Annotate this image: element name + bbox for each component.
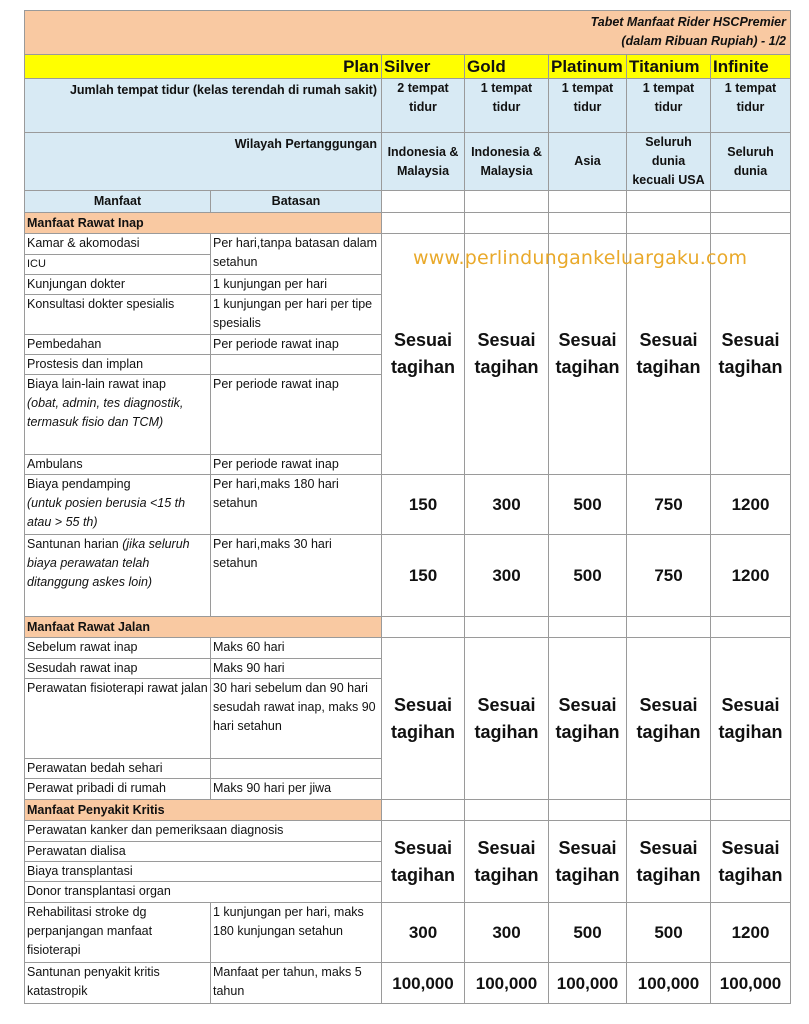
value-cell: 100,000	[627, 963, 711, 1004]
watermark-url: www.perlindungankeluargaku.com	[413, 247, 748, 269]
benefit-label: Biaya lain-lain rawat inap	[27, 377, 166, 391]
coverage-gold: Indonesia & Malaysia	[465, 133, 549, 191]
value-cell: 150	[382, 475, 465, 535]
plan-platinum: Platinum	[549, 55, 627, 79]
beds-silver: 2 tempat tidur	[382, 79, 465, 133]
benefit-label: Konsultasi dokter spesialis	[27, 297, 175, 311]
benefit-note: (jika seluruh biaya perawatan telah ditanggung askes loin)	[27, 537, 190, 589]
sesuai-cell-outpatient-infinite: Sesuai tagihan	[711, 638, 791, 800]
plan-gold: Gold	[465, 55, 549, 79]
limit-cell: Per hari,maks 30 hari setahun	[211, 535, 382, 617]
benefit-cell	[25, 963, 211, 1004]
benefit-cell	[25, 535, 211, 617]
benefit-label: Donor transplantasi organ	[27, 884, 171, 898]
table-title	[25, 11, 791, 55]
benefit-cell	[25, 659, 211, 679]
sesuai-cell-outpatient-gold: Sesuai tagihan	[465, 638, 549, 800]
benefit-label: Santunan harian	[27, 537, 119, 551]
limit-cell: Per periode rawat inap	[211, 375, 382, 455]
benefit-cell	[25, 234, 211, 255]
value-cell: 500	[549, 903, 627, 963]
benefit-cell	[25, 882, 382, 903]
limit-cell: Maks 60 hari	[211, 638, 382, 659]
benefit-note: (untuk posien berusia <15 th atau > 55 th)	[27, 496, 186, 529]
benefit-label: Sesudah rawat inap	[27, 661, 138, 675]
benefit-cell	[25, 355, 211, 375]
benefit-cell	[25, 455, 211, 475]
limit-cell: Per periode rawat inap	[211, 335, 382, 355]
plan-infinite: Infinite	[711, 55, 791, 79]
value-cell: 100,000	[711, 963, 791, 1004]
benefit-cell	[25, 759, 211, 779]
sesuai-cell-inpatient-infinite: Sesuai tagihan	[711, 234, 791, 475]
benefit-cell	[25, 679, 211, 759]
benefit-label: Kunjungan dokter	[27, 277, 125, 291]
benefit-label: Pembedahan	[27, 337, 102, 351]
benefit-label: Perawatan dialisa	[27, 844, 126, 858]
limit-cell: 1 kunjungan per hari, maks 180 kunjungan setahun	[211, 903, 382, 963]
limit-cell: Maks 90 hari	[211, 659, 382, 679]
benefit-label: Perawatan fisioterapi rawat jalan	[27, 681, 208, 695]
sesuai-cell-outpatient-silver: Sesuai tagihan	[382, 638, 465, 800]
benefit-table	[24, 10, 791, 1004]
benefit-note: (obat, admin, tes diagnostik, termasuk fisio dan TCM)	[27, 396, 184, 429]
benefit-cell	[25, 842, 382, 862]
beds-platinum: 1 tempat tidur	[549, 79, 627, 133]
benefit-cell	[25, 295, 211, 335]
benefit-cell	[25, 375, 211, 455]
benefit-label: Sebelum rawat inap	[27, 640, 138, 654]
value-cell: 1200	[711, 903, 791, 963]
benefit-label: Biaya transplantasi	[27, 864, 133, 878]
benefit-cell	[25, 638, 211, 659]
value-cell: 150	[382, 535, 465, 617]
benefit-cell	[25, 779, 211, 800]
benefit-label: Santunan penyakit kritis katastropik	[27, 965, 160, 998]
title-line-2: (dalam Ribuan Rupiah) - 1/2	[621, 34, 787, 48]
section-title-critical: Manfaat Penyakit Kritis	[25, 800, 382, 821]
beds-label: Jumlah tempat tidur (kelas terendah di rumah sakit)	[25, 79, 382, 133]
benefit-label: Perawatan bedah sehari	[27, 761, 163, 775]
limit-cell	[211, 355, 382, 375]
limit-cell: Per hari,tanpa batasan dalam setahun	[211, 234, 382, 275]
sesuai-cell-critical-platinum: Sesuai tagihan	[549, 821, 627, 903]
benefit-label: Perawatan kanker dan pemeriksaan diagnosis	[27, 823, 284, 837]
benefit-label: Kamar & akomodasi	[27, 236, 140, 250]
limit-cell: 1 kunjungan per hari	[211, 275, 382, 295]
benefit-cell	[25, 475, 211, 535]
column-header-limit: Batasan	[211, 191, 382, 213]
limit-cell: Manfaat per tahun, maks 5 tahun	[211, 963, 382, 1004]
section-title-outpatient: Manfaat Rawat Jalan	[25, 617, 382, 638]
benefit-label: Ambulans	[27, 457, 83, 471]
value-cell: 500	[549, 475, 627, 535]
benefit-label: Perawat pribadi di rumah	[27, 781, 166, 795]
sesuai-cell-critical-gold: Sesuai tagihan	[465, 821, 549, 903]
limit-cell: Per periode rawat inap	[211, 455, 382, 475]
section-title-inpatient: Manfaat Rawat Inap	[25, 213, 382, 234]
sesuai-cell-inpatient-platinum: Sesuai tagihan	[549, 234, 627, 475]
sesuai-cell-critical-silver: Sesuai tagihan	[382, 821, 465, 903]
coverage-infinite: Seluruh dunia	[711, 133, 791, 191]
sesuai-cell-inpatient-silver: Sesuai tagihan	[382, 234, 465, 475]
coverage-silver: Indonesia & Malaysia	[382, 133, 465, 191]
value-cell: 750	[627, 535, 711, 617]
limit-cell: 1 kunjungan per hari per tipe spesialis	[211, 295, 382, 335]
benefit-label: Biaya pendamping	[27, 477, 131, 491]
sesuai-cell-outpatient-titanium: Sesuai tagihan	[627, 638, 711, 800]
value-cell: 300	[465, 475, 549, 535]
benefit-cell	[25, 903, 211, 963]
value-cell: 100,000	[549, 963, 627, 1004]
sesuai-cell-inpatient-titanium: Sesuai tagihan	[627, 234, 711, 475]
column-header-benefit: Manfaat	[25, 191, 211, 213]
beds-gold: 1 tempat tidur	[465, 79, 549, 133]
limit-cell	[211, 759, 382, 779]
sesuai-cell-critical-infinite: Sesuai tagihan	[711, 821, 791, 903]
title-line-1: Tabet Manfaat Rider HSCPremier	[590, 15, 787, 29]
benefit-cell	[25, 275, 211, 295]
benefit-label: ICU	[27, 258, 46, 270]
limit-cell: 30 hari sebelum dan 90 hari sesudah rawat inap, maks 90 hari setahun	[211, 679, 382, 759]
value-cell: 1200	[711, 535, 791, 617]
value-cell: 100,000	[382, 963, 465, 1004]
value-cell: 100,000	[465, 963, 549, 1004]
benefit-cell	[25, 862, 382, 882]
value-cell: 500	[627, 903, 711, 963]
value-cell: 300	[465, 903, 549, 963]
benefit-cell	[25, 821, 382, 842]
coverage-platinum: Asia	[549, 133, 627, 191]
plan-label: Plan	[25, 55, 382, 79]
sesuai-cell-inpatient-gold: Sesuai tagihan	[465, 234, 549, 475]
value-cell: 300	[382, 903, 465, 963]
value-cell: 1200	[711, 475, 791, 535]
sesuai-cell-outpatient-platinum: Sesuai tagihan	[549, 638, 627, 800]
beds-infinite: 1 tempat tidur	[711, 79, 791, 133]
value-cell: 300	[465, 535, 549, 617]
limit-cell: Per hari,maks 180 hari setahun	[211, 475, 382, 535]
plan-silver: Silver	[382, 55, 465, 79]
benefit-cell	[25, 335, 211, 355]
limit-cell: Maks 90 hari per jiwa	[211, 779, 382, 800]
coverage-label: Wilayah Pertanggungan	[25, 133, 382, 191]
plan-titanium: Titanium	[627, 55, 711, 79]
beds-titanium: 1 tempat tidur	[627, 79, 711, 133]
benefit-label: Prostesis dan implan	[27, 357, 144, 371]
coverage-titanium: Seluruh dunia kecuali USA	[627, 133, 711, 191]
benefit-cell	[25, 255, 211, 275]
sesuai-cell-critical-titanium: Sesuai tagihan	[627, 821, 711, 903]
benefit-label: Rehabilitasi stroke dg perpanjangan manfaat fisioterapi	[27, 905, 153, 957]
value-cell: 750	[627, 475, 711, 535]
value-cell: 500	[549, 535, 627, 617]
